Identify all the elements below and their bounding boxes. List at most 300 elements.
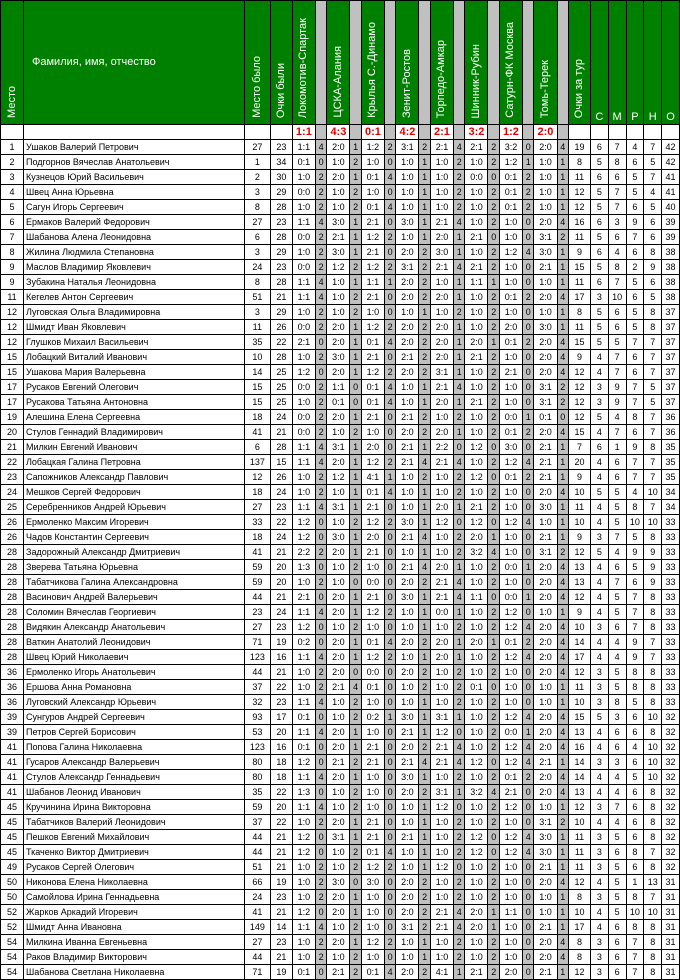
prediction-score: 4 [557,425,569,440]
prediction-score: 2 [453,200,465,215]
cell: 5 [608,830,626,845]
prediction: 2:1 [292,335,315,350]
prediction-score: 4 [453,140,465,155]
prediction: 1:0 [292,305,315,320]
prediction: 2:0 [534,290,557,305]
prediction-score: 1 [350,770,362,785]
prediction-score: 1 [350,830,362,845]
prediction-score: 4 [315,770,327,785]
prediction: 1:1 [327,380,350,395]
cell: 41 [1,755,24,770]
prediction-score: 0 [453,800,465,815]
prediction: 2:0 [396,575,419,590]
cell: 6 [626,575,644,590]
prediction-score: 1 [453,290,465,305]
prediction-score: 1 [522,155,534,170]
cell: 54 [1,950,24,965]
prediction: 1:0 [292,350,315,365]
prediction-score: 0 [488,440,500,455]
prediction-score: 0 [522,860,534,875]
prediction-score: 1 [557,530,569,545]
cell: 8 [626,410,644,425]
prediction: 1:0 [361,905,384,920]
prediction: 1:0 [499,380,522,395]
prediction-score: 2 [488,560,500,575]
cell: 71 [244,635,270,650]
table-row [1,335,680,350]
prediction-score: 1 [453,785,465,800]
cell: 13 [644,875,662,890]
cell: 22 [270,785,292,800]
cell: 8 [626,680,644,695]
prediction: 3:0 [396,515,419,530]
cell: 21 [270,830,292,845]
cell: 17 [569,290,591,305]
prediction-score: 1 [350,245,362,260]
prediction-score: 1 [350,275,362,290]
cell: 6 [626,245,644,260]
prediction-score: 0 [384,155,396,170]
prediction: 2:0 [465,335,488,350]
prediction: 3:1 [327,500,350,515]
prediction: 1:2 [361,260,384,275]
cell: 7 [626,590,644,605]
cell: 37 [662,380,680,395]
prediction: 1:0 [465,815,488,830]
participant-name: Кузнецов Юрий Васильевич [24,170,245,185]
prediction: 1:0 [396,935,419,950]
cell: 52 [1,905,24,920]
cell: 10 [569,515,591,530]
prediction-score: 2 [488,290,500,305]
cell: 50 [1,890,24,905]
prediction-score: 2 [419,425,431,440]
cell: 51 [244,860,270,875]
cell: 6 [626,800,644,815]
cell: 5 [608,860,626,875]
prediction-score: 0 [522,965,534,980]
participant-name: Ермоленко Игорь Анатольевич [24,665,245,680]
prediction: 1:0 [430,950,453,965]
cell: 8 [644,305,662,320]
prediction-score: 4 [453,755,465,770]
cell: 10 [626,905,644,920]
prediction: 1:1 [292,725,315,740]
prediction: 1:2 [465,440,488,455]
prediction-score: 1 [557,845,569,860]
prediction: 2:0 [430,230,453,245]
cell: 35 [244,335,270,350]
cell: 8 [626,845,644,860]
prediction-score: 2 [488,860,500,875]
prediction-score: 4 [315,290,327,305]
table-row [1,200,680,215]
cell: 6 [644,215,662,230]
prediction: 2:0 [465,920,488,935]
cell: 8 [626,920,644,935]
prediction-score: 1 [453,275,465,290]
prediction-score: 0 [384,665,396,680]
prediction-score: 2 [315,320,327,335]
prediction: 1:2 [361,515,384,530]
cell: 15 [569,425,591,440]
prediction: 2:0 [534,215,557,230]
prediction-score: 2 [488,770,500,785]
prediction-score: 2 [522,185,534,200]
cell: 7 [608,425,626,440]
cell: 8 [569,935,591,950]
header-match-7: Сатурн-ФК Москва [499,1,522,125]
prediction: 0:1 [292,965,315,980]
prediction-score: 0 [522,380,534,395]
prediction-score: 2 [315,200,327,215]
prediction-score: 0 [384,800,396,815]
prediction-score: 0 [384,950,396,965]
prediction: 2:1 [396,410,419,425]
prediction: 1:2 [292,620,315,635]
cell: 6 [608,170,626,185]
prediction-score: 1 [453,335,465,350]
cell: 6 [244,440,270,455]
prediction: 1:0 [430,680,453,695]
prediction-score: 4 [384,335,396,350]
prediction: 1:0 [465,935,488,950]
prediction: 3:0 [499,440,522,455]
prediction: 1:0 [430,530,453,545]
prediction-score: 0 [522,815,534,830]
prediction-score: 2 [315,935,327,950]
prediction-score: 0 [350,875,362,890]
prediction-score: 1 [419,500,431,515]
prediction-score: 1 [419,935,431,950]
prediction: 0:0 [292,260,315,275]
cell: 2 [1,155,24,170]
cell: 17 [1,395,24,410]
prediction: 2:0 [534,935,557,950]
prediction: 2:0 [499,320,522,335]
prediction: 2:1 [292,590,315,605]
cell: 8 [644,620,662,635]
prediction-score: 0 [315,740,327,755]
prediction-score: 1 [453,710,465,725]
cell: 41 [244,425,270,440]
participant-name: Шабанов Леонид Иванович [24,785,245,800]
prediction: 1:0 [465,860,488,875]
cell: 8 [644,725,662,740]
prediction: 2:0 [327,725,350,740]
prediction-score: 2 [453,545,465,560]
prediction: 1:2 [499,800,522,815]
prediction-score: 4 [315,695,327,710]
prediction: 1:0 [534,155,557,170]
prediction-score: 2 [419,635,431,650]
prediction-score: 2 [453,185,465,200]
cell: 6 [608,470,626,485]
prediction: 1:2 [292,515,315,530]
prediction-score: 1 [557,320,569,335]
participant-name: Лобацкая Галина Петровна [24,455,245,470]
cell: 7 [608,800,626,815]
table-row [1,890,680,905]
table-row [1,815,680,830]
table-row [1,875,680,890]
cell: 26 [1,515,24,530]
prediction: 2:1 [534,530,557,545]
cell: 39 [662,215,680,230]
prediction: 2:0 [534,590,557,605]
prediction: 0:0 [292,185,315,200]
cell: 18 [270,755,292,770]
prediction-score: 2 [419,680,431,695]
cell: 3 [244,245,270,260]
prediction: 0:1 [361,335,384,350]
participant-name: Сапожников Александр Павлович [24,470,245,485]
prediction-score: 2 [350,185,362,200]
cell: 4 [590,815,608,830]
prediction-score: 2 [488,245,500,260]
header-n: Н [644,1,662,125]
table-row [1,380,680,395]
prediction: 2:1 [361,500,384,515]
prediction: 3:0 [396,710,419,725]
prediction: 2:1 [361,545,384,560]
prediction: 1:0 [396,800,419,815]
prediction-score: 1 [419,845,431,860]
cell: 37 [662,365,680,380]
prediction-score: 1 [384,470,396,485]
prediction-score: 2 [315,815,327,830]
prediction-score: 1 [419,215,431,230]
prediction-score: 2 [315,665,327,680]
prediction: 2:1 [396,830,419,845]
prediction: 1:0 [327,710,350,725]
prediction: 1:0 [292,950,315,965]
cell: 6 [644,275,662,290]
prediction-score: 0 [522,350,534,365]
cell: 11 [569,860,591,875]
prediction: 1:0 [327,185,350,200]
prediction: 1:0 [465,770,488,785]
prediction-score: 2 [488,395,500,410]
cell: 11 [569,320,591,335]
prediction: 0:0 [292,425,315,440]
prediction-score: 2 [488,410,500,425]
prediction: 3:1 [534,230,557,245]
prediction: 1:0 [499,680,522,695]
participant-name: Русаков Евгений Олегович [24,380,245,395]
prediction-score: 1 [557,185,569,200]
cell: 7 [626,935,644,950]
prediction-score: 1 [350,440,362,455]
prediction: 1:0 [327,845,350,860]
table-row [1,485,680,500]
prediction-score: 2 [419,875,431,890]
prediction-score: 4 [522,740,534,755]
prediction: 0:0 [361,665,384,680]
prediction-score: 0 [315,335,327,350]
prediction: 0:1 [361,485,384,500]
cell: 33 [662,590,680,605]
result-5: 2:1 [430,125,453,140]
prediction: 1:0 [534,605,557,620]
prediction-score: 1 [419,545,431,560]
cell: 37 [244,815,270,830]
cell: 10 [644,740,662,755]
prediction-score: 0 [522,890,534,905]
prediction-score: 2 [488,140,500,155]
cell: 9 [608,395,626,410]
cell: 8 [569,155,591,170]
cell: 28 [270,230,292,245]
prediction-score: 0 [384,530,396,545]
prediction-score: 1 [557,755,569,770]
prediction: 2:0 [534,575,557,590]
prediction-score: 1 [419,860,431,875]
cell: 5 [608,515,626,530]
prediction: 1:0 [292,395,315,410]
prediction: 2:1 [327,230,350,245]
cell: 4 [608,770,626,785]
prediction: 3:0 [396,215,419,230]
cell: 7 [608,275,626,290]
prediction-score: 4 [453,260,465,275]
prediction-score: 1 [419,395,431,410]
cell: 9 [569,530,591,545]
prediction: 1:0 [430,815,453,830]
prediction-score: 2 [453,950,465,965]
prediction-score: 2 [350,560,362,575]
prediction: 0:0 [465,170,488,185]
prediction-score: 1 [350,215,362,230]
prediction: 2:0 [327,650,350,665]
cell: 9 [626,215,644,230]
prediction: 2:0 [327,455,350,470]
prediction: 0:1 [499,770,522,785]
prediction: 1:2 [430,800,453,815]
cell: 5 [590,260,608,275]
prediction-score: 2 [557,395,569,410]
prediction: 0:1 [499,290,522,305]
prediction-score: 2 [453,305,465,320]
prediction: 1:0 [396,170,419,185]
prediction: 1:0 [465,215,488,230]
prediction-score: 2 [419,365,431,380]
prediction: 1:2 [361,935,384,950]
cell: 30 [270,170,292,185]
prediction: 1:1 [292,455,315,470]
cell: 4 [590,740,608,755]
cell: 5 [608,890,626,905]
table-row [1,920,680,935]
prediction-score: 4 [453,740,465,755]
cell: 28 [270,275,292,290]
prediction-score: 2 [384,260,396,275]
prediction: 0:0 [499,560,522,575]
cell: 7 [644,425,662,440]
prediction-score: 0 [384,680,396,695]
table-row [1,305,680,320]
prediction: 2:1 [361,290,384,305]
cell: 5 [626,185,644,200]
prediction-score: 0 [384,695,396,710]
prediction-score: 0 [522,485,534,500]
cell: 4 [590,575,608,590]
prediction: 1:0 [396,305,419,320]
prediction-score: 4 [315,440,327,455]
prediction: 1:0 [327,575,350,590]
prediction-score: 0 [522,140,534,155]
prediction: 2:0 [534,650,557,665]
prediction: 1:0 [327,485,350,500]
prediction: 2:0 [534,665,557,680]
prediction: 1:0 [465,575,488,590]
prediction: 1:0 [430,200,453,215]
cell: 23 [270,500,292,515]
prediction: 1:2 [361,320,384,335]
cell: 149 [244,920,270,935]
prediction-score: 1 [419,440,431,455]
table-row [1,695,680,710]
cell: 10 [644,515,662,530]
cell: 9 [626,635,644,650]
cell: 7 [626,455,644,470]
prediction: 2:1 [361,755,384,770]
prediction: 1:1 [292,215,315,230]
prediction-score: 2 [315,575,327,590]
cell: 33 [662,620,680,635]
prediction: 1:0 [292,890,315,905]
cell: 9 [1,275,24,290]
cell: 6 [590,140,608,155]
prediction: 1:2 [499,620,522,635]
cell: 8 [569,890,591,905]
table-row [1,935,680,950]
cell: 12 [569,410,591,425]
prediction-score: 2 [315,230,327,245]
prediction: 1:2 [361,140,384,155]
prediction: 2:1 [534,860,557,875]
cell: 38 [662,290,680,305]
prediction: 2:0 [396,740,419,755]
cell: 4 [608,635,626,650]
cell: 37 [662,305,680,320]
prediction-score: 2 [453,680,465,695]
prediction-score: 0 [384,755,396,770]
table-row [1,800,680,815]
prediction: 2:0 [465,530,488,545]
prediction: 2:0 [534,620,557,635]
prediction-score: 1 [557,455,569,470]
cell: 34 [662,500,680,515]
prediction-score: 1 [350,530,362,545]
cell: 11 [244,320,270,335]
prediction: 3:0 [327,875,350,890]
cell: 8 [644,440,662,455]
cell: 5 [626,320,644,335]
cell: 5 [590,185,608,200]
cell: 18 [244,410,270,425]
cell: 5 [590,230,608,245]
prediction-score: 1 [522,590,534,605]
prediction: 2:1 [430,455,453,470]
prediction: 1:0 [361,770,384,785]
prediction: 1:0 [430,470,453,485]
prediction: 3:2 [465,785,488,800]
prediction-score: 0 [315,965,327,980]
prediction-score: 4 [522,650,534,665]
prediction-score: 4 [522,755,534,770]
prediction-score: 1 [350,890,362,905]
